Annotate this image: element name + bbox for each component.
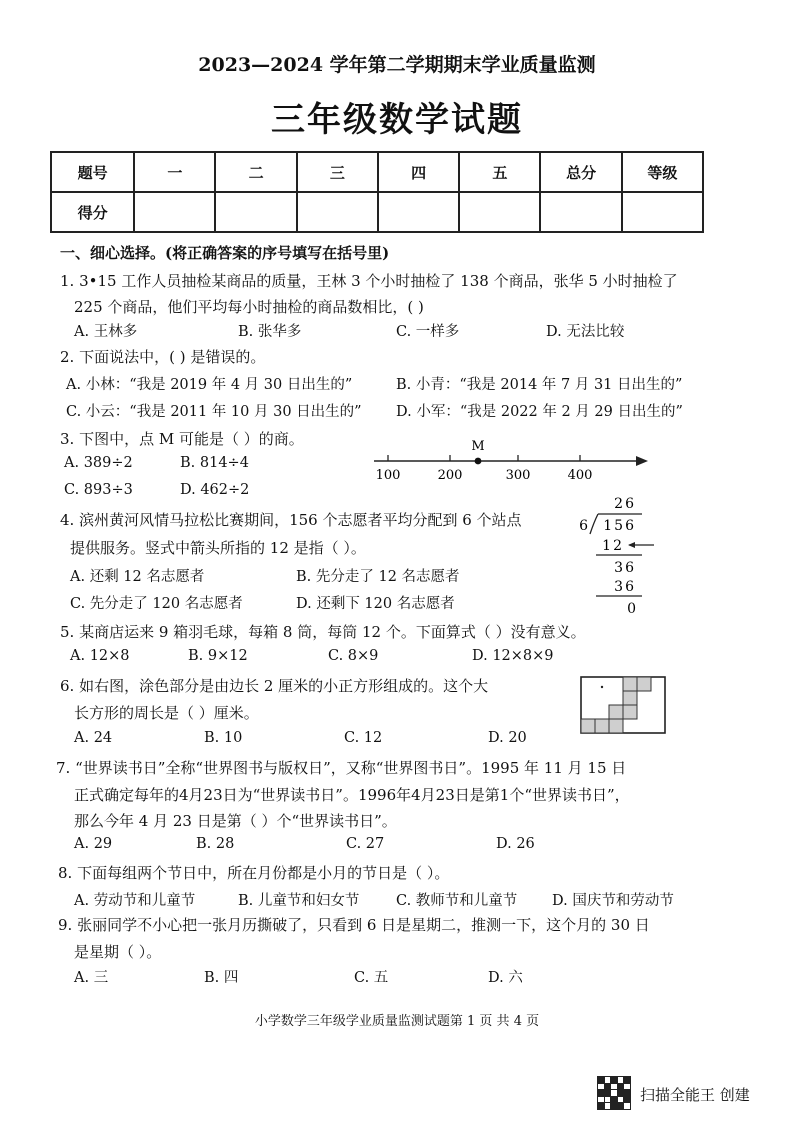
score-blank[interactable] — [622, 192, 703, 232]
score-table-score-row — [51, 192, 703, 232]
section-heading: 一、细心选择。(将正确答案的序号填写在括号里) — [60, 244, 390, 262]
question-1-option-b[interactable]: B. 张华多 — [238, 324, 302, 340]
tick-label: 400 — [567, 468, 593, 483]
question-5-option-b[interactable]: B. 9×12 — [188, 648, 248, 664]
question-4-option-c[interactable]: C. 先分走了 120 名志愿者 — [70, 596, 243, 612]
score-cell: 等级 — [622, 152, 703, 192]
question-9-option-c[interactable]: C. 五 — [354, 970, 389, 986]
division-step-36b: 36 — [614, 579, 636, 595]
point-m-marker — [475, 458, 482, 465]
arrow-head-icon — [628, 542, 635, 548]
question-7-option-a[interactable]: A. 29 — [74, 836, 113, 852]
question-9-text: 9. 张丽同学不小心把一张月历撕破了，只看到 6 日是星期二，推测一下，这个月的 30 日 — [58, 916, 650, 934]
question-5-option-a[interactable]: A. 12×8 — [70, 648, 130, 664]
long-division-figure — [574, 492, 670, 620]
question-6-option-d[interactable]: D. 20 — [488, 730, 527, 746]
question-7-option-c[interactable]: C. 27 — [346, 836, 385, 852]
question-1-text: 1. 3•15 工作人员抽检某商品的质量，王林 3 个小时抽检了 138 个商品，张华 5 小时抽检了 — [60, 272, 678, 290]
scanner-brand-text: 扫描全能王 创建 — [640, 1086, 750, 1104]
number-line-arrow — [636, 456, 648, 466]
question-3-option-d[interactable]: D. 462÷2 — [180, 482, 250, 498]
score-cell: 二 — [215, 152, 296, 192]
division-remainder: 0 — [627, 601, 636, 617]
question-6-option-a[interactable]: A. 24 — [74, 730, 113, 746]
score-cell: 题号 — [51, 152, 134, 192]
question-2-option-b[interactable]: B. 小青：“我是 2014 年 7 月 31 日出生的” — [396, 377, 683, 393]
question-3-option-a[interactable]: A. 389÷2 — [64, 455, 133, 471]
question-4-option-d[interactable]: D. 还剩下 120 名志愿者 — [296, 596, 455, 612]
question-8-option-b[interactable]: B. 儿童节和妇女节 — [238, 893, 360, 909]
tick-label: 100 — [375, 468, 401, 483]
question-8-option-c[interactable]: C. 教师节和儿童节 — [396, 893, 518, 909]
question-1-option-c[interactable]: C. 一样多 — [396, 324, 460, 340]
score-blank[interactable] — [459, 192, 540, 232]
question-4-text: 4. 滨州黄河风情马拉松比赛期间，156 个志愿者平均分配到 6 个站点 — [60, 511, 522, 529]
question-5-text: 5. 某商店运来 9 箱羽毛球，每箱 8 筒，每筒 12 个。下面算式（ ）没有意义。 — [60, 623, 586, 641]
score-cell: 三 — [297, 152, 378, 192]
tick-label: 200 — [437, 468, 463, 483]
question-1-option-d[interactable]: D. 无法比较 — [546, 324, 625, 340]
question-4-option-a[interactable]: A. 还剩 12 名志愿者 — [70, 569, 205, 585]
question-5-option-c[interactable]: C. 8×9 — [328, 648, 379, 664]
score-blank[interactable] — [215, 192, 296, 232]
question-4-option-b[interactable]: B. 先分走了 12 名志愿者 — [296, 569, 460, 585]
question-9-option-d[interactable]: D. 六 — [488, 970, 523, 986]
question-6-text: 6. 如右图，涂色部分是由边长 2 厘米的小正方形组成的。这个大 — [60, 677, 489, 695]
question-4-text: 提供服务。竖式中箭头所指的 12 是指（ ）。 — [70, 539, 366, 557]
number-line-figure — [368, 438, 650, 486]
division-bracket — [590, 514, 598, 534]
score-cell: 四 — [378, 152, 459, 192]
question-8-option-a[interactable]: A. 劳动节和儿童节 — [74, 893, 196, 909]
question-1-option-a[interactable]: A. 王林多 — [74, 324, 138, 340]
division-dividend: 156 — [603, 518, 636, 534]
score-cell: 一 — [134, 152, 215, 192]
question-7-option-d[interactable]: D. 26 — [496, 836, 535, 852]
division-quotient: 26 — [614, 496, 636, 512]
exam-period-title: 2023—2024 学年第二学期期末学业质量监测 — [198, 54, 596, 76]
question-7-text: 正式确定每年的4月23日为“世界读书日”。1996年4月23日是第1个“世界读书日”， — [74, 786, 630, 804]
question-8-option-d[interactable]: D. 国庆节和劳动节 — [552, 893, 674, 909]
question-7-option-b[interactable]: B. 28 — [196, 836, 235, 852]
question-1-text: 225 个商品，他们平均每小时抽检的商品数相比，( ) — [74, 298, 424, 316]
score-cell: 总分 — [540, 152, 621, 192]
question-9-option-b[interactable]: B. 四 — [204, 970, 239, 986]
score-blank[interactable] — [540, 192, 621, 232]
score-table-header-row — [51, 152, 703, 192]
score-blank[interactable] — [297, 192, 378, 232]
question-2-option-c[interactable]: C. 小云：“我是 2011 年 10 月 30 日出生的” — [66, 404, 362, 420]
question-2-option-a[interactable]: A. 小林：“我是 2019 年 4 月 30 日出生的” — [66, 377, 353, 393]
qr-code-icon — [597, 1076, 631, 1110]
division-step-36: 36 — [614, 560, 636, 576]
question-8-text: 8. 下面每组两个节日中，所在月份都是小月的节日是（ ）。 — [58, 864, 450, 882]
question-9-text: 是星期（ ）。 — [74, 943, 162, 961]
score-table — [50, 151, 704, 233]
score-blank[interactable] — [134, 192, 215, 232]
question-2-option-d[interactable]: D. 小军：“我是 2022 年 2 月 29 日出生的” — [396, 404, 683, 420]
tick-label: 300 — [505, 468, 531, 483]
score-cell: 得分 — [51, 192, 134, 232]
question-6-text: 长方形的周长是（ ）厘米。 — [74, 704, 259, 722]
score-blank[interactable] — [378, 192, 459, 232]
exam-subject-title: 三年级数学试题 — [271, 100, 523, 140]
point-m-label: M — [471, 439, 485, 454]
score-cell: 五 — [459, 152, 540, 192]
division-step-12: 12 — [602, 538, 624, 554]
question-3-option-c[interactable]: C. 893÷3 — [64, 482, 133, 498]
question-9-option-a[interactable]: A. 三 — [74, 970, 109, 986]
question-5-option-d[interactable]: D. 12×8×9 — [472, 648, 554, 664]
question-7-text: 那么今年 4 月 23 日是第（ ）个“世界读书日”。 — [74, 812, 397, 830]
rectangle-figure — [580, 676, 666, 734]
question-7-text: 7. “世界读书日”全称“世界图书与版权日”，又称“世界图书日”。1995 年 11 月 15 日 — [56, 759, 627, 777]
page-footer: 小学数学三年级学业质量监测试题第 1 页 共 4 页 — [254, 1014, 540, 1029]
question-3-option-b[interactable]: B. 814÷4 — [180, 455, 249, 471]
question-6-option-c[interactable]: C. 12 — [344, 730, 383, 746]
question-6-option-b[interactable]: B. 10 — [204, 730, 243, 746]
question-3-text: 3. 下图中，点 M 可能是（ ）的商。 — [60, 430, 304, 448]
division-divisor: 6 — [579, 518, 588, 534]
question-2-text: 2. 下面说法中，( ) 是错误的。 — [60, 348, 266, 366]
